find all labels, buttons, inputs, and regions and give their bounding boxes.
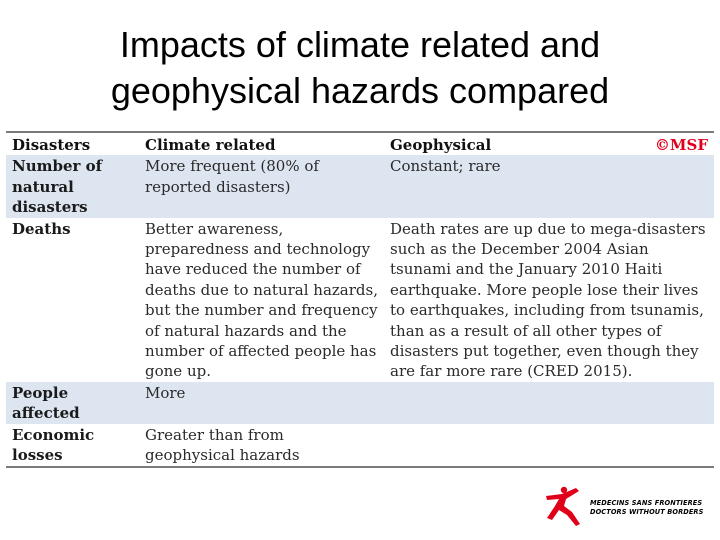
header-geophysical: [384, 133, 714, 155]
comparison-table-container: [6, 131, 714, 468]
cell-geophysical: Death rates are up due to mega-disasters such as the December 2004 Asian tsunami and the January 2010 Haiti earthquake. More people lose their lives to earthquakes, including from tsunamis, than as a result of all other types of disasters put together, even though they are far more rare (CRED 2015).: [390, 219, 706, 381]
cell-climate: Greater than from geophysical hazards: [145, 425, 300, 465]
row-label-economic-losses: Economic losses: [12, 425, 95, 465]
row-label-deaths: Deaths: [12, 219, 71, 238]
title-line-2: geophysical hazards compared: [110, 70, 610, 111]
cell-geophysical: [384, 424, 714, 466]
header-climate-related: Climate related: [145, 136, 276, 154]
row-label-people-affected: People affected: [6, 382, 139, 424]
cell-geophysical: Constant; rare: [384, 155, 714, 217]
msf-copyright-badge: ©MSF: [654, 136, 708, 154]
cell-climate: More frequent (80% of reported disasters): [139, 155, 384, 217]
row-label-number-of-disasters: Number of natural disasters: [6, 155, 139, 217]
header-geophysical-label: Geophysical: [390, 136, 492, 154]
table-row: [6, 424, 714, 466]
comparison-table: [6, 133, 714, 466]
cell-geophysical: [384, 382, 714, 424]
msf-logo: [542, 484, 704, 528]
logo-line-2: DOCTORS WITHOUT BORDERS: [590, 508, 704, 516]
table-row: [6, 155, 714, 217]
msf-logo-text: [590, 499, 704, 517]
table-row: [6, 382, 714, 424]
cell-climate: More: [139, 382, 384, 424]
slide-title: [0, 22, 720, 114]
table-row: [6, 218, 714, 382]
title-line-1: Impacts of climate related and: [119, 24, 601, 65]
table-header-row: [6, 133, 714, 155]
msf-runner-icon: [542, 484, 588, 528]
cell-climate: Better awareness, preparedness and technology have reduced the number of deaths due to natural hazards, but the number and frequency of natural hazards and the number of affected people has gone up.: [145, 219, 378, 381]
logo-line-1: MEDECINS SANS FRONTIERES: [590, 499, 703, 507]
header-disasters: Disasters: [12, 136, 91, 154]
